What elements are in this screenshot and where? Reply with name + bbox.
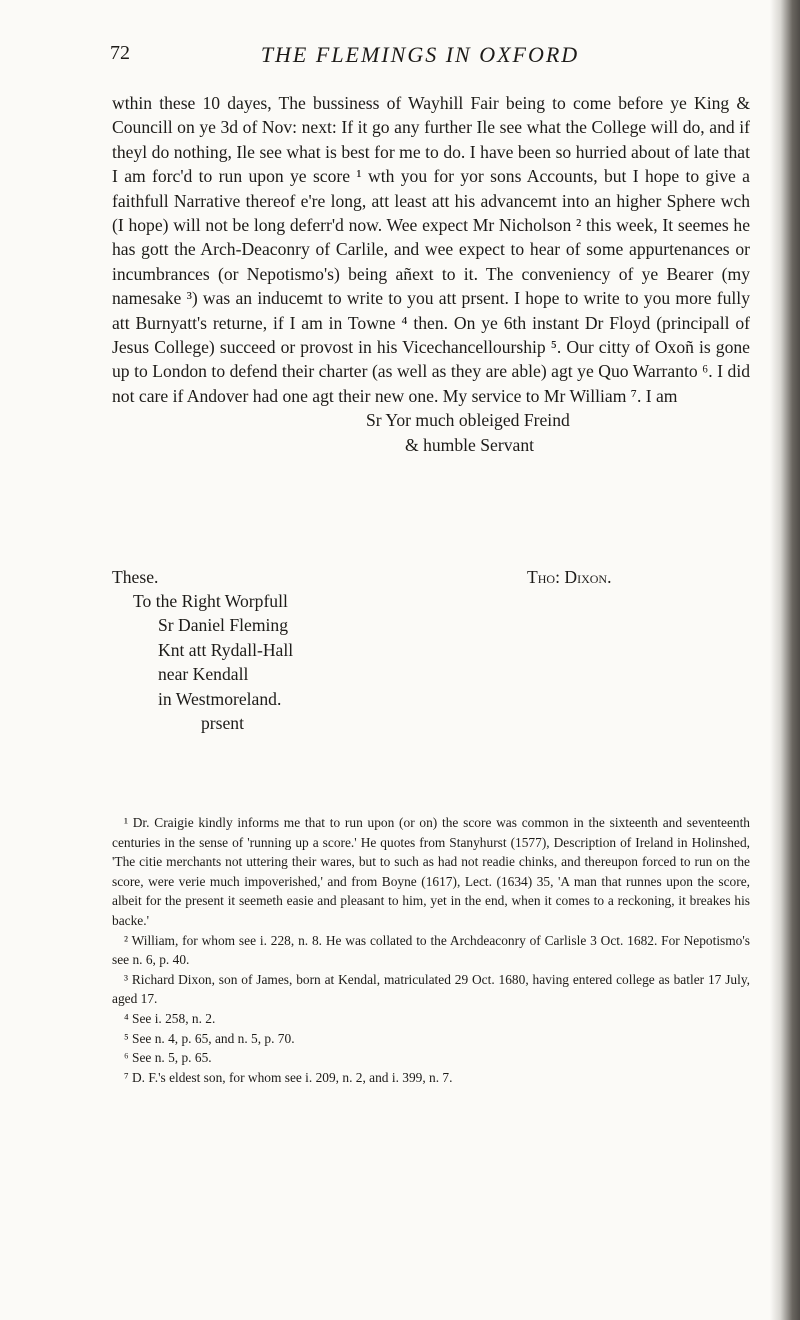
address-line: prsent bbox=[201, 713, 244, 734]
these-label: These. bbox=[112, 567, 159, 587]
footnote: ⁵ See n. 4, p. 65, and n. 5, p. 70. bbox=[124, 1030, 295, 1046]
closing-line-1: Sr Yor much obleiged Freind bbox=[366, 410, 570, 431]
superscription bbox=[112, 565, 750, 735]
address-line: in Westmoreland. bbox=[158, 688, 282, 709]
letter-paragraph: wthin these 10 dayes, The bussiness of Wayhill Fair being to come before ye King & Councill on ye 3d of Nov: next: If it go any further Ile see what the College will do, and if theyl do nothing, Ile see what is best for me to do. I have been so hurried about of late that I am forc'd to run upon ye score ¹ wth you for yor sons Accounts, but I hope to give a faithfull Narrative thereof e're long, att least att his advancemt into an higher Sphere wch (I hope) will not be long deferr'd now. Wee expect Mr Nicholson ² this week, It seemes he has gott the Arch-Deaconry of Carlile, and wee expect to hear of some appurtenances or incumbrances (or Nepotismo's) being añext to it. The conveniency of ye Bearer (my namesake ³) was an inducemt to write to you att prsent. I hope to write to you more fully att Burnyatt's returne, if I am in Towne ⁴ then. On ye 6th instant Dr Floyd (principall of Jesus College) succeed or provost in his Vicechancellourship ⁵. Our citty of Oxoñ is gone up to London to defend their charter (as well as they are able) agt ye Quo Warranto ⁶. I did not care if Andover had one agt their new one. My service to Mr William ⁷. I am bbox=[112, 93, 750, 406]
address-line: near Kendall bbox=[158, 664, 249, 685]
address-line: To the Right Worpfull bbox=[133, 591, 288, 611]
footnote: ² William, for whom see i. 228, n. 8. He was collated to the Archdeaconry of Carlisle 3 Oct. 1682. For Nepotismo's see n. 6, p. 40. bbox=[112, 932, 750, 968]
signature: Tho: Dixon. bbox=[527, 567, 612, 587]
page-header bbox=[110, 42, 730, 72]
footnote: ³ Richard Dixon, son of James, born at Kendal, matriculated 29 Oct. 1680, having entered college as batler 17 July, aged 17. bbox=[112, 971, 750, 1007]
closing-line-2: & humble Servant bbox=[405, 434, 534, 455]
address-line: Sr Daniel Fleming bbox=[158, 615, 288, 636]
footnote: ⁶ See n. 5, p. 65. bbox=[124, 1050, 212, 1066]
footnote: ⁷ D. F.'s eldest son, for whom see i. 209, n. 2, and i. 399, n. 7. bbox=[124, 1069, 453, 1085]
footnote: ⁴ See i. 258, n. 2. bbox=[124, 1010, 216, 1026]
letter-body bbox=[112, 91, 750, 457]
page-edge-shadow bbox=[770, 0, 800, 1320]
footnote: ¹ Dr. Craigie kindly informs me that to run upon (or on) the score was common in the sixteenth and seventeenth centuries in the sense of 'running up a score.' He quotes from Stanyhurst (1577), Description of Ireland in Holinshed, 'The citie merchants not uttering their wares, but to such as had not readie chinks, and thereupon forced to run on the score, were verie much impoverished,' and from Boyne (1617), Lect. (1634) 35, 'A man that runnes upon the score, albeit for the present it seemeth easie and pleasant to him, yet in the end, when it comes to a reckoning, it breakes his backe.' bbox=[112, 815, 750, 928]
footnotes bbox=[112, 813, 750, 1087]
address-line: Knt att Rydall-Hall bbox=[158, 639, 294, 660]
running-title: THE FLEMINGS IN OXFORD bbox=[260, 42, 580, 67]
page-number: 72 bbox=[110, 42, 130, 64]
